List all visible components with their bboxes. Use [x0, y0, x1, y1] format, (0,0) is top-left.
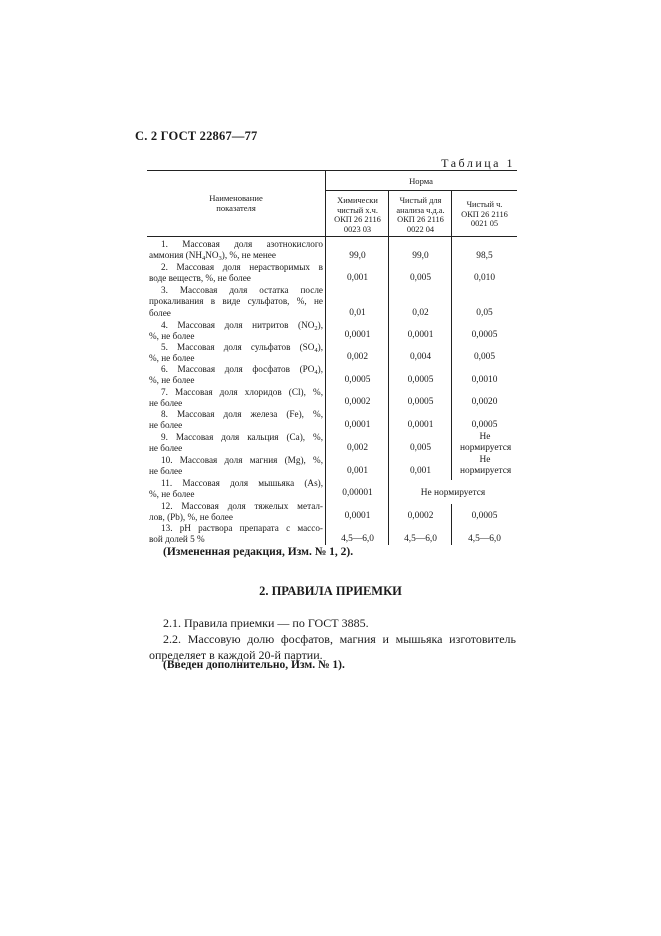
table-cell: 0,0005	[471, 330, 498, 340]
table-cell: 0,01	[349, 308, 366, 318]
table-row-name: 7. Массовая доля хлоридов (Cl), %, не более	[149, 387, 323, 409]
table-cell: 0,010	[473, 273, 496, 283]
section-amendment-note: (Введен дополнительно, Изм. № 1).	[163, 659, 345, 671]
table-cell: 4,5—6,0	[341, 534, 374, 544]
table-cell: Не нормируется	[460, 432, 512, 453]
table-row-name: 1. Массовая доля азотнокислого аммония $(NH_4NO_3)$, %, не менее	[149, 239, 323, 263]
table-cell: 4,5—6,0	[468, 534, 501, 544]
table-cell: 0,002	[346, 352, 369, 362]
table-cell: 0,0005	[471, 420, 498, 430]
table-row-name: 13. pH раствора препарата с массо- вой долей 5 %	[149, 523, 323, 545]
table-cell: 0,0001	[407, 330, 434, 340]
table-cell: 0,0005	[471, 511, 498, 521]
table-cell: 0,0005	[407, 375, 434, 385]
table-cell: 0,0002	[344, 397, 371, 407]
norm-rule	[326, 190, 517, 191]
table-cell: 0,001	[346, 273, 369, 283]
col-divider-2	[388, 190, 389, 545]
table-cell: 4,5—6,0	[404, 534, 437, 544]
table-cell: 0,001	[346, 466, 369, 476]
table-cell: 0,0001	[344, 420, 371, 430]
table-cell: 0,0010	[471, 375, 498, 385]
table-row-name: 11. Массовая доля мышьяка (As), %, не более	[149, 478, 323, 500]
table-cell: 0,005	[409, 443, 432, 453]
paragraph-2-1: 2.1. Правила приемки — по ГОСТ 3885.	[163, 616, 369, 630]
table-cell: 0,0005	[407, 397, 434, 407]
column-header-name: Наименование показателя	[209, 193, 263, 213]
table-row-name: 10. Массовая доля магния (Mg), %, не более	[149, 455, 323, 477]
table-row-name: 4. Массовая доля нитритов $(NO_2)$, %, не более	[149, 320, 323, 342]
table-cell: 0,0001	[344, 330, 371, 340]
table-cell: 0,005	[409, 273, 432, 283]
table-row-name: 5. Массовая доля сульфатов $(SO_4)$, %, не более	[149, 342, 323, 364]
table-label: Таблица 1	[441, 156, 515, 170]
table-row-name: 9. Массовая доля кальция (Ca), %, не более	[149, 432, 323, 454]
table-cell: 0,002	[346, 443, 369, 453]
table-cell: 99,0	[349, 251, 366, 261]
table-cell: 0,05	[476, 308, 493, 318]
table-cell: 0,0002	[407, 511, 434, 521]
table-cell: 0,0020	[471, 397, 498, 407]
table-cell: 0,0001	[344, 511, 371, 521]
table-row-name: 12. Массовая доля тяжелых метал- лов, (Pb), %, не более	[149, 501, 323, 523]
paragraph-2-2: 2.2. Массовую долю фосфатов, магния и мышьяка изготовитель определяет в каждой 20-й партии.	[149, 632, 516, 662]
table-cell: 0,02	[412, 308, 429, 318]
page-header: С. 2 ГОСТ 22867—77	[135, 129, 258, 143]
table-cell: 0,0005	[344, 375, 371, 385]
section-title: 2. ПРАВИЛА ПРИЕМКИ	[259, 584, 402, 598]
subheader-analysis-pure: Чистый для анализа ч.д.а. ОКП 26 2116 0022 04	[396, 196, 445, 234]
table-amendment-note: (Измененная редакция, Изм. № 1, 2).	[163, 546, 354, 558]
table-cell: 0,00001	[342, 488, 373, 498]
table-row-name: 2. Массовая доля нерастворимых в воде веществ, %, не более	[149, 262, 323, 284]
table-row-name: 3. Массовая доля остатка после прокаливания в виде сульфатов, %, не более	[149, 285, 323, 318]
table-cell: 0,004	[409, 352, 432, 362]
table-cell: 99,0	[412, 251, 429, 261]
table-row-name: 8. Массовая доля железа (Fe), %, не более	[149, 409, 323, 431]
table-top-rule	[147, 170, 517, 171]
table-cell: Не нормируется	[460, 455, 512, 476]
table-cell: 98,5	[476, 251, 493, 261]
column-header-norm: Норма	[409, 176, 433, 186]
table-cell: 0,005	[473, 352, 496, 362]
table-cell: 0,001	[409, 466, 432, 476]
subheader-chemically-pure: Химически чистый х.ч. ОКП 26 2116 0023 03	[334, 196, 381, 234]
table-row-name: 6. Массовая доля фосфатов $(PO_4)$, %, не более	[149, 364, 323, 386]
table-cell: 0,0001	[407, 420, 434, 430]
col-divider-1	[325, 170, 326, 545]
table-cell-span: Не нормируется	[420, 488, 486, 498]
header-bottom-rule	[147, 236, 517, 237]
subheader-pure: Чистый ч. ОКП 26 2116 0021 05	[461, 200, 508, 229]
